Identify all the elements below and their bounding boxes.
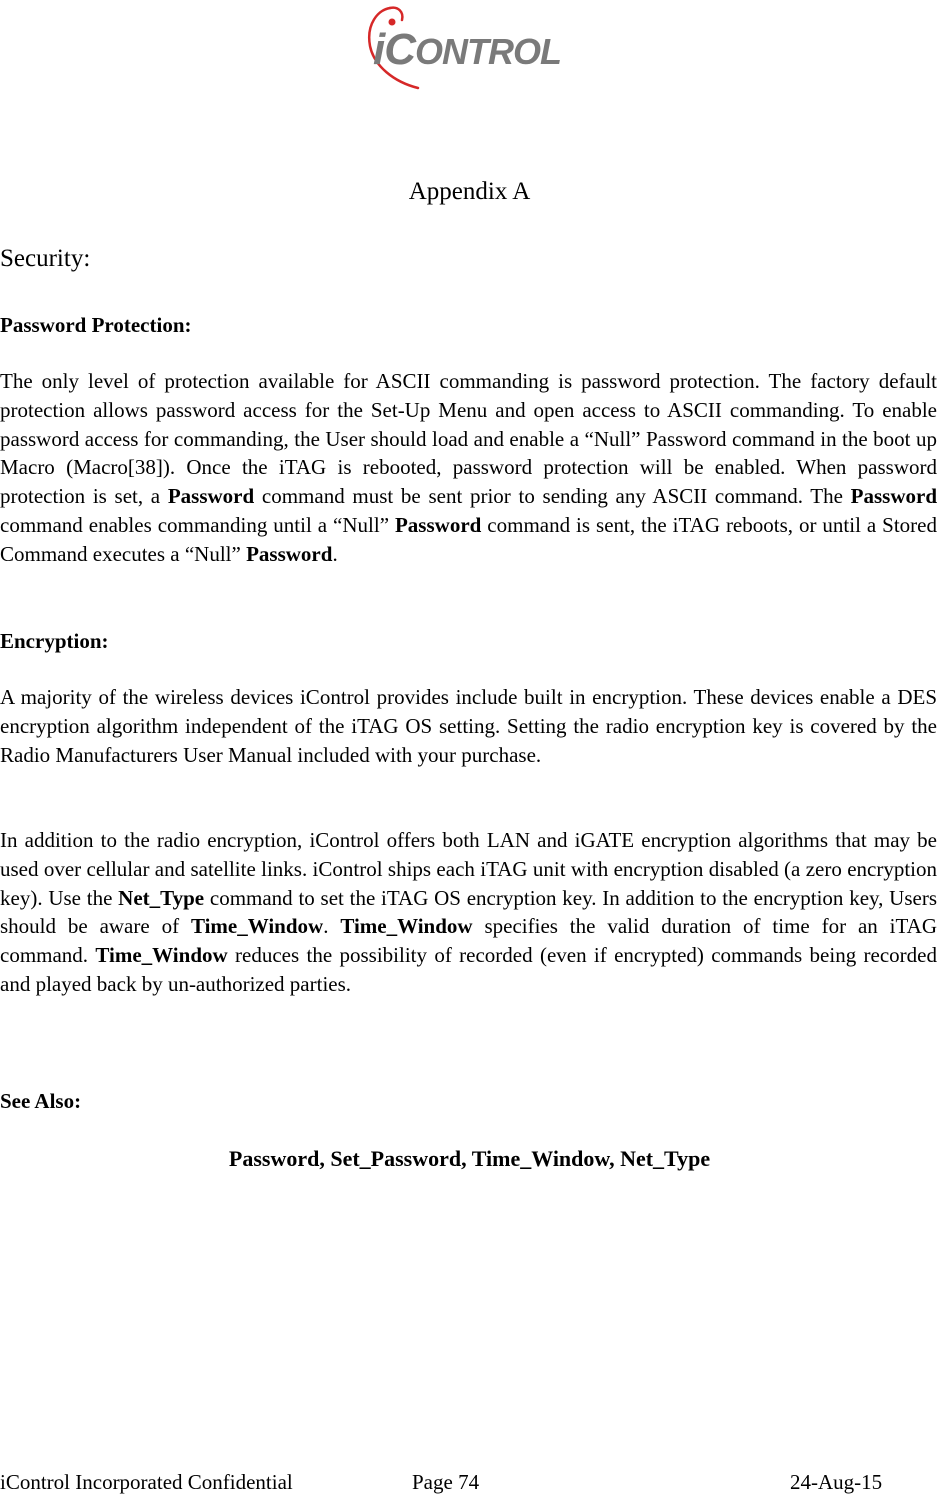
password-protection-paragraph: The only level of protection available for ASCII commanding is password protection. The factory default protection allows password access for the Set-Up Menu and open access to ASCII commanding. To enable password access for commanding, the User should load and enable a “Null” Password command in the boot up Macro (Macro[38]). Once the iTAG is rebooted, password protection will be enabled. When password protection is set, a Password command must be sent prior to sending any ASCII command. The Password command enables commanding until a “Null” Password command is sent, the iTAG reboots, or until a Stored Command executes a “Null” Password. <box>0 369 937 566</box>
section-title: Security: <box>0 245 91 272</box>
encryption-heading: Encryption: <box>0 629 109 653</box>
appendix-title: Appendix A <box>408 178 531 205</box>
encryption-paragraph-1: A majority of the wireless devices iControl provides include built in encryption. These devices enable a DES encryption algorithm independent of the iTAG OS setting. Setting the radio encryption key is covered by the Radio Manufacturers User Manual included with your purchase. <box>0 685 937 767</box>
icontrol-logo <box>360 0 575 92</box>
encryption-paragraph-2: In addition to the radio encryption, iControl offers both LAN and iGATE encryption algorithms that may be used over cellular and satellite links. iControl ships each iTAG unit with encryption disabled (a zero encryption key). Use the Net_Type command to set the iTAG OS encryption key. In addition to the encryption key, Users should be aware of Time_Window. Time_Window specifies the valid duration of time for an iTAG command. Time_Window reduces the possibility of recorded (even if encrypted) commands being recorded and played back by un-authorized parties. <box>0 828 937 996</box>
password-protection-heading: Password Protection: <box>0 313 192 337</box>
footer-company: iControl Incorporated Confidential <box>0 1470 293 1494</box>
see-also-list: Password, Set_Password, Time_Window, Net_Type <box>228 1146 711 1171</box>
logo-wordmark: iCONTROL <box>373 25 561 74</box>
footer-page-number: Page 74 <box>412 1470 480 1494</box>
see-also-heading: See Also: <box>0 1089 82 1113</box>
footer-date: 24-Aug-15 <box>790 1470 883 1494</box>
